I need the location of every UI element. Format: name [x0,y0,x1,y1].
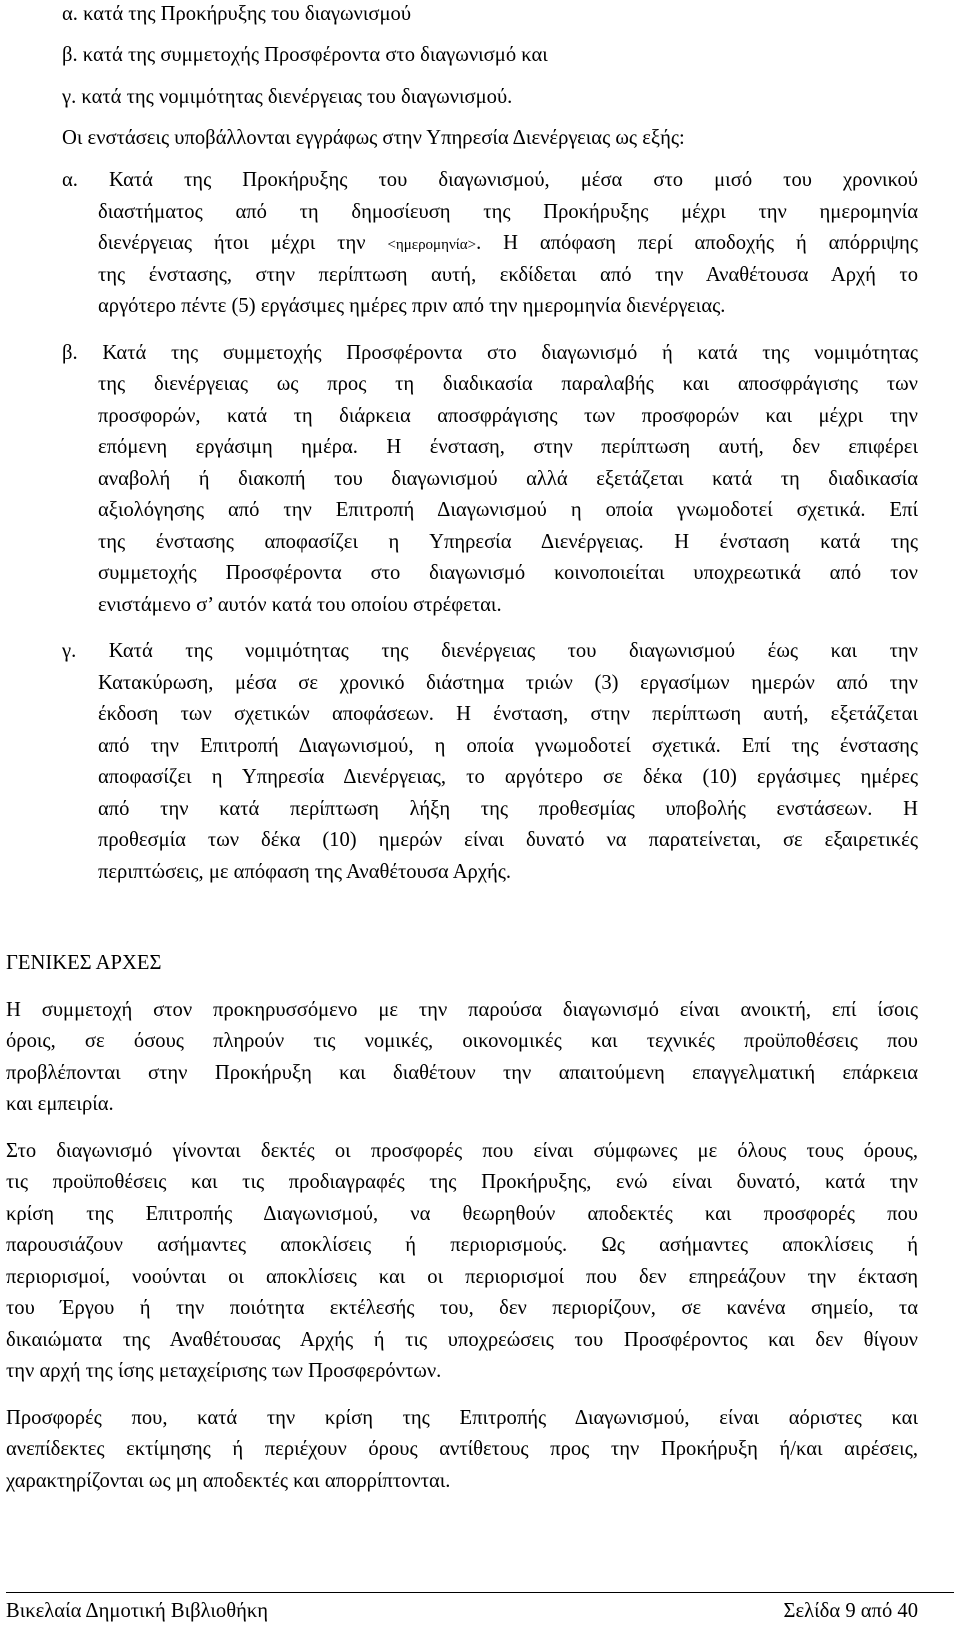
para-a-line-with-placeholder [98,233,918,254]
para-c-line: προθεσμία των δέκα (10) ημερών είναι δυνατό να παρατείνεται, σε εξαιρετικές [98,829,918,851]
para-a-line: διαστήματος από τη δημοσίευση της Προκήρυξης μέχρι την ημερομηνία [98,201,918,223]
general-p3-line: Προσφορές που, κατά την κρίση της Επιτροπής Διαγωνισμού, είναι αόριστες και [6,1407,918,1429]
para-a-line: αργότερο πέντε (5) εργάσιμες ημέρες πριν από την ημερομηνία διενέργειας. [98,295,726,317]
general-p2-line: Στο διαγωνισμό γίνονται δεκτές οι προσφορές που είναι σύμφωνες με όλους τους όρους, [6,1140,918,1162]
general-p1-line: όροις, σε όσους πληρούν τις νομικές, οικονομικές και τεχνικές προϋποθέσεις που [6,1030,918,1052]
para-b-line: αξιολόγησης από την Επιτροπή Διαγωνισμού η οποία γνωμοδοτεί σχετικά. Επί [98,499,918,521]
para-b-line: επόμενη εργάσιμη ημέρα. Η ένσταση, στην περίπτωση αυτή, δεν επιφέρει [98,436,918,458]
general-p2-line: κρίση της Επιτροπής Διαγωνισμού, να θεωρηθούν αποδεκτές και προσφορές που [6,1203,918,1225]
list-item: β. κατά της συμμετοχής Προσφέροντα στο διαγωνισμό και [62,44,548,66]
para-a-text: . Η απόφαση περί αποδοχής ή απόρριψης [476,232,918,254]
general-p1-line: και εμπειρία. [6,1093,114,1115]
para-b-line: συμμετοχής Προσφέροντα στο διαγωνισμό κοινοποιείται υποχρεωτικά από τον [98,562,918,584]
para-b-line: ενιστάμενο σ’ αυτόν κατά του οποίου στρέφεται. [98,594,502,616]
general-p1-line: προβλέπονται στην Προκήρυξη και διαθέτουν την απαιτούμενη επαγγελματική επάρκεια [6,1062,918,1084]
section-heading: ΓΕΝΙΚΕΣ ΑΡΧΕΣ [6,952,162,974]
intro-line: Οι ενστάσεις υποβάλλονται εγγράφως στην Υπηρεσία Διενέργειας ως εξής: [62,127,685,149]
general-p3-line: χαρακτηρίζονται ως μη αποδεκτές και απορρίπτονται. [6,1470,451,1492]
para-c-line: από την κατά περίπτωση λήξη της προθεσμίας υποβολής ενστάσεων. Η [98,798,918,820]
general-p2-line: παρουσιάζουν ασήμαντες αποκλίσεις ή περιορισμούς. Ως ασήμαντες αποκλίσεις ή [6,1234,918,1256]
list-item: γ. κατά της νομιμότητας διενέργειας του διαγωνισμού. [62,86,513,108]
footer-library-name: Βικελαία Δημοτική Βιβλιοθήκη [6,1600,268,1622]
para-c-line: από την Επιτροπή Διαγωνισμού, η οποία γνωμοδοτεί σχετικά. Επί της ένστασης [98,735,918,757]
para-a-line: της ένστασης, στην περίπτωση αυτή, εκδίδεται από την Αναθέτουσα Αρχή το [98,264,918,286]
para-c-line: έκδοση των σχετικών αποφάσεων. Η ένσταση, στην περίπτωση αυτή, εξετάζεται [98,703,918,725]
general-p2-line: την αρχή της ίσης μεταχείρισης των Προσφερόντων. [6,1360,442,1382]
para-a-text: διενέργειας ήτοι μέχρι την [98,232,388,254]
para-c-line: Κατακύρωση, μέσα σε χρονικό διάστημα τριών (3) εργασίμων ημερών από την [98,672,918,694]
para-c-line: αποφασίζει η Υπηρεσία Διενέργειας, το αργότερο σε δέκα (10) εργάσιμες ημέρες [98,766,918,788]
para-b-line: της διενέργειας ως προς τη διαδικασία παραλαβής και αποσφράγισης των [98,373,918,395]
general-p3-line: ανεπίδεκτες εκτίμησης ή περιέχουν όρους αντίθετους προς την Προκήρυξη ή/και αιρέσεις, [6,1438,918,1460]
para-c-line: γ. Κατά της νομιμότητας της διενέργειας του διαγωνισμού έως και την [62,640,918,662]
para-b-line: β. Κατά της συμμετοχής Προσφέροντα στο διαγωνισμό ή κατά της νομιμότητας [62,342,918,364]
date-placeholder: <ημερομηνία> [387,237,477,253]
para-a-line: α. Κατά της Προκήρυξης του διαγωνισμού, μέσα στο μισό του χρονικού [62,169,918,191]
para-b-line: προσφορών, κατά τη διάρκεια αποσφράγισης των προσφορών και μέχρι την [98,405,918,427]
list-item: α. κατά της Προκήρυξης του διαγωνισμού [62,3,412,25]
general-p2-line: του Έργου ή την ποιότητα εκτέλεσής του, δεν περιορίζουν, σε κανένα σημείο, τα [6,1297,918,1319]
general-p2-line: περιορισμοί, νοούνται οι αποκλίσεις και οι περιορισμοί που δεν επηρεάζουν την έκταση [6,1266,918,1288]
para-c-line: περιπτώσεις, με απόφαση της Αναθέτουσα Αρχής. [98,861,512,883]
footer-page-number: Σελίδα 9 από 40 [783,1600,918,1622]
general-p1-line: Η συμμετοχή στον προκηρυσσόμενο με την παρούσα διαγωνισμό είναι ανοικτή, επί ίσοις [6,999,918,1021]
general-p2-line: δικαιώματα της Αναθέτουσας Αρχής ή τις υποχρεώσεις του Προσφέροντος και δεν θίγουν [6,1329,918,1351]
para-b-line: αναβολή ή διακοπή του διαγωνισμού αλλά εξετάζεται κατά τη διαδικασία [98,468,918,490]
para-b-line: της ένστασης αποφασίζει η Υπηρεσία Διενέργειας. Η ένσταση κατά της [98,531,918,553]
footer-divider [6,1592,954,1593]
general-p2-line: τις προϋποθέσεις και τις προδιαγραφές της Προκήρυξης, ενώ είναι δυνατό, κατά την [6,1171,918,1193]
